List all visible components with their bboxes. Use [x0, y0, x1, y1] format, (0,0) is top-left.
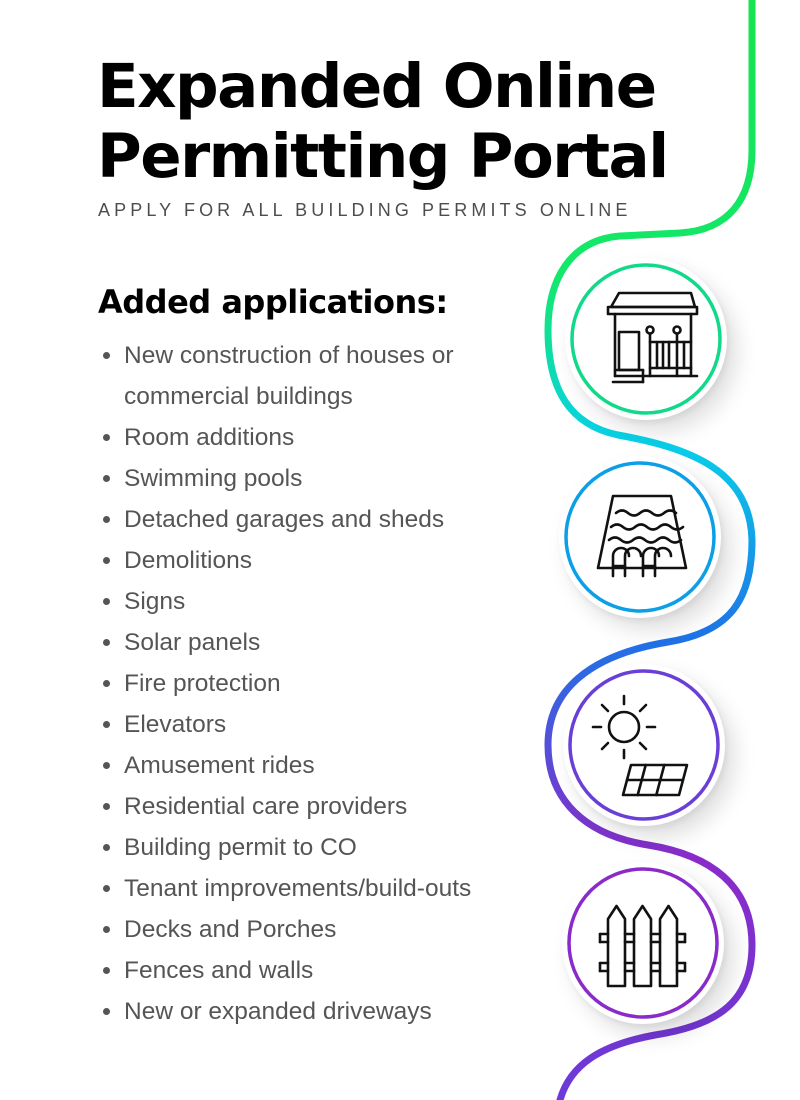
list-item: Residential care providers — [98, 786, 534, 827]
list-item: Building permit to CO — [98, 827, 534, 868]
applications-heading: Added applications: — [98, 283, 448, 321]
swimming-pool-icon — [559, 456, 721, 618]
house-porch-icon — [565, 258, 727, 420]
list-item: New or expanded driveways — [98, 991, 534, 1032]
list-item: Tenant improvements/build-outs — [98, 868, 534, 909]
page-title — [97, 52, 668, 192]
list-item: New construction of houses or commercial buildings — [98, 335, 534, 417]
sun-solar-panel-icon-circle — [563, 664, 725, 826]
title-line-1: Expanded Online — [97, 51, 656, 122]
list-item: Swimming pools — [98, 458, 534, 499]
list-item: Detached garages and sheds — [98, 499, 534, 540]
sun-solar-panel-icon — [563, 664, 725, 826]
list-item: Elevators — [98, 704, 534, 745]
list-item: Fences and walls — [98, 950, 534, 991]
title-line-2: Permitting Portal — [97, 121, 668, 192]
list-item: Decks and Porches — [98, 909, 534, 950]
list-item: Amusement rides — [98, 745, 534, 786]
list-item: Solar panels — [98, 622, 534, 663]
fence-icon-circle — [562, 862, 724, 1024]
house-porch-icon-circle — [565, 258, 727, 420]
list-item: Room additions — [98, 417, 534, 458]
fence-icon — [562, 862, 724, 1024]
applications-list — [98, 335, 534, 1032]
list-item: Signs — [98, 581, 534, 622]
list-item: Fire protection — [98, 663, 534, 704]
list-item: Demolitions — [98, 540, 534, 581]
swimming-pool-icon-circle — [559, 456, 721, 618]
page-subtitle: APPLY FOR ALL BUILDING PERMITS ONLINE — [98, 200, 632, 220]
